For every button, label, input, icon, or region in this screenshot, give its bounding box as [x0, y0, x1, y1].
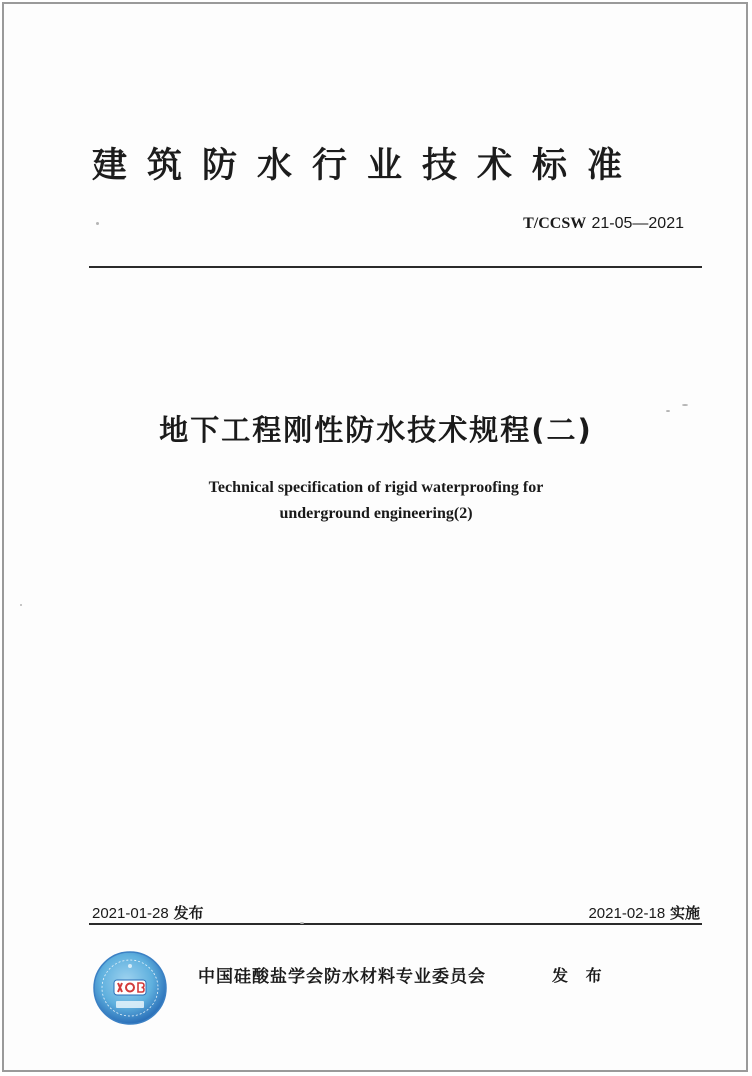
scan-speck [20, 604, 22, 606]
series-title: 建筑防水行业技术标准 [92, 146, 643, 186]
standard-code [523, 214, 684, 233]
scan-speck [666, 410, 670, 412]
issuing-organization: 中国硅酸盐学会防水材料专业委员会 [198, 967, 486, 987]
english-title-line-2: underground engineering(2) [279, 505, 473, 522]
document-title: 地下工程刚性防水技术规程(二) [159, 413, 593, 447]
bottom-divider [89, 923, 702, 925]
issue-date-value: 2021-01-28 [92, 905, 169, 922]
issue-date [92, 902, 204, 923]
scan-speck [682, 404, 688, 406]
english-title-line-1: Technical specification of rigid waterproofing for [208, 479, 544, 496]
standard-code-prefix: T/CCSW [523, 215, 587, 232]
issue-label: 发 布 [552, 966, 608, 985]
implementation-date-label: 实施 [669, 904, 700, 922]
anti-counterfeit-seal-icon [92, 950, 168, 1026]
issue-date-label: 发布 [173, 904, 204, 922]
implementation-date-value: 2021-02-18 [588, 905, 666, 922]
top-divider [89, 266, 702, 268]
standard-code-number: 21-05—2021 [591, 215, 684, 232]
implementation-date [588, 902, 700, 923]
scan-speck [300, 922, 304, 924]
scan-speck [96, 222, 99, 225]
